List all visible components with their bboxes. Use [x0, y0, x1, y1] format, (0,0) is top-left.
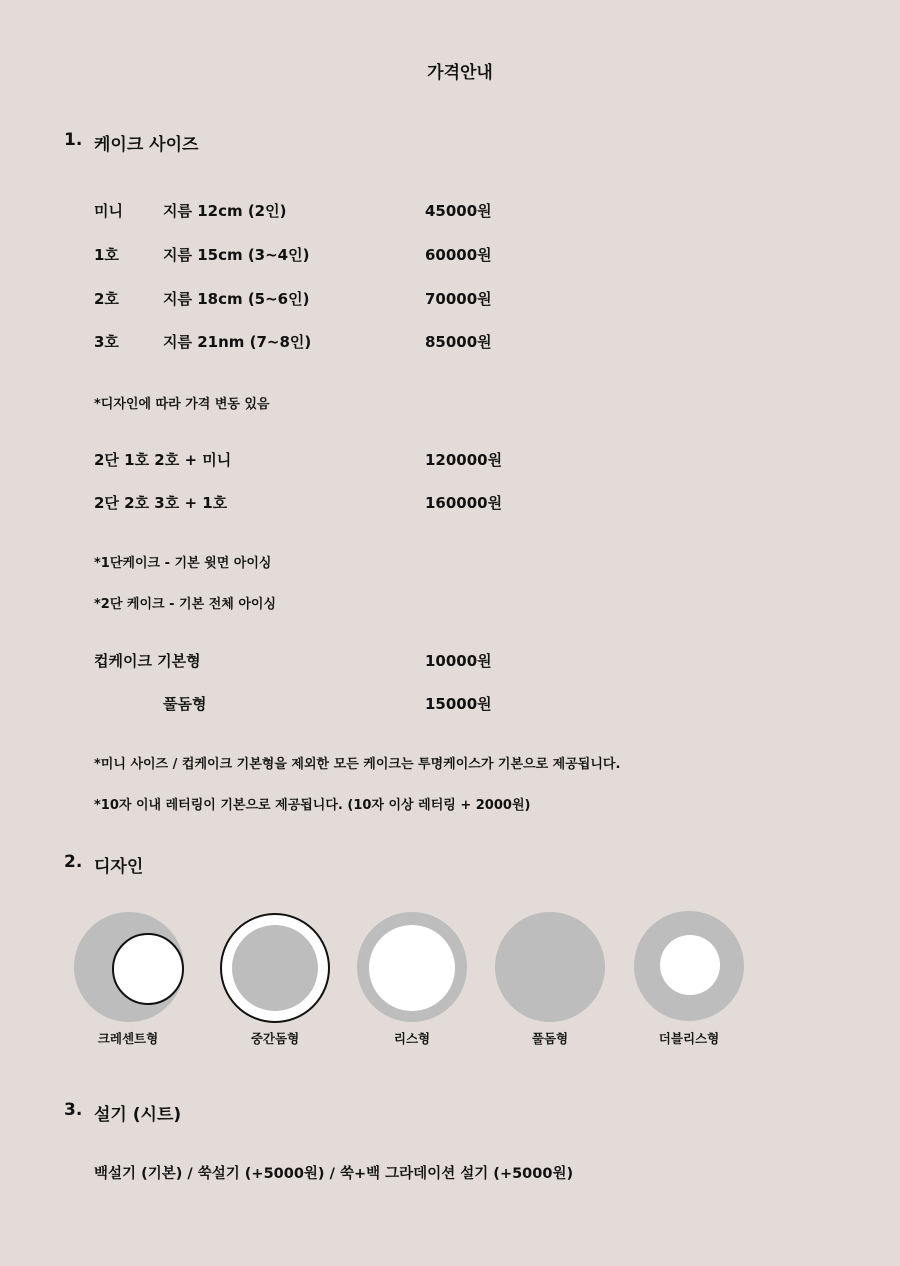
size-name: 미니 [94, 202, 123, 220]
size-price: 85000원 [425, 333, 492, 351]
mid-dome-icon [221, 914, 329, 1022]
sheet-options: 백설기 (기본) / 쑥설기 (+5000원) / 쑥+백 그라데이션 설기 (+5000원) [94, 1166, 574, 1182]
tier-price: 160000원 [425, 494, 503, 512]
crescent-icon [74, 912, 184, 1022]
wreath-icon [357, 912, 467, 1022]
size-name: 3호 [94, 333, 119, 351]
size-name: 1호 [94, 246, 119, 264]
design-label: 리스형 [393, 1031, 431, 1046]
tier-name: 2단 1호 2호 + 미니 [94, 451, 232, 469]
section-1-number: 1. [64, 130, 83, 150]
size-name: 2호 [94, 290, 119, 308]
tier-name: 2단 2호 3호 + 1호 [94, 494, 228, 512]
full-dome-icon [495, 912, 605, 1022]
size-price: 45000원 [425, 202, 492, 220]
design-label: 크레센트형 [97, 1031, 159, 1046]
size-desc: 지름 15cm (3~4인) [163, 246, 310, 264]
page-title: 가격안내 [427, 63, 493, 83]
cupcake-label: 컵케이크 기본형 [94, 652, 201, 670]
cupcake-full-label: 풀돔형 [163, 695, 207, 713]
design-label: 풀돔형 [531, 1031, 569, 1046]
design-label: 중간돔형 [250, 1031, 300, 1046]
case-note: *미니 사이즈 / 컵케이크 기본형을 제외한 모든 케이크는 투명케이스가 기본으로 제공됩니다. [94, 757, 621, 772]
cupcake-basic-price: 10000원 [425, 652, 492, 670]
size-desc: 지름 12cm (2인) [163, 202, 287, 220]
size-desc: 지름 21nm (7~8인) [163, 333, 312, 351]
tier-price: 120000원 [425, 451, 503, 469]
section-2-number: 2. [64, 852, 83, 872]
size-desc: 지름 18cm (5~6인) [163, 290, 310, 308]
size-price: 60000원 [425, 246, 492, 264]
tier-note: *2단 케이크 - 기본 전체 아이싱 [94, 597, 277, 612]
cupcake-full-price: 15000원 [425, 695, 492, 713]
section-3-number: 3. [64, 1100, 83, 1120]
size-price: 70000원 [425, 290, 492, 308]
tier-note: *1단케이크 - 기본 윗면 아이싱 [94, 556, 272, 571]
design-illustrations [0, 900, 900, 1030]
section-1-title: 케이크 사이즈 [94, 135, 199, 155]
design-label: 더블리스형 [658, 1031, 720, 1046]
design-price-note: *디자인에 따라 가격 변동 있음 [94, 397, 270, 412]
section-3-title: 설기 (시트) [94, 1105, 182, 1125]
lettering-note: *10자 이내 레터링이 기본으로 제공됩니다. (10자 이상 레터링 + 2000원) [94, 798, 531, 813]
double-wreath-icon [634, 911, 744, 1021]
section-2-title: 디자인 [94, 857, 144, 877]
